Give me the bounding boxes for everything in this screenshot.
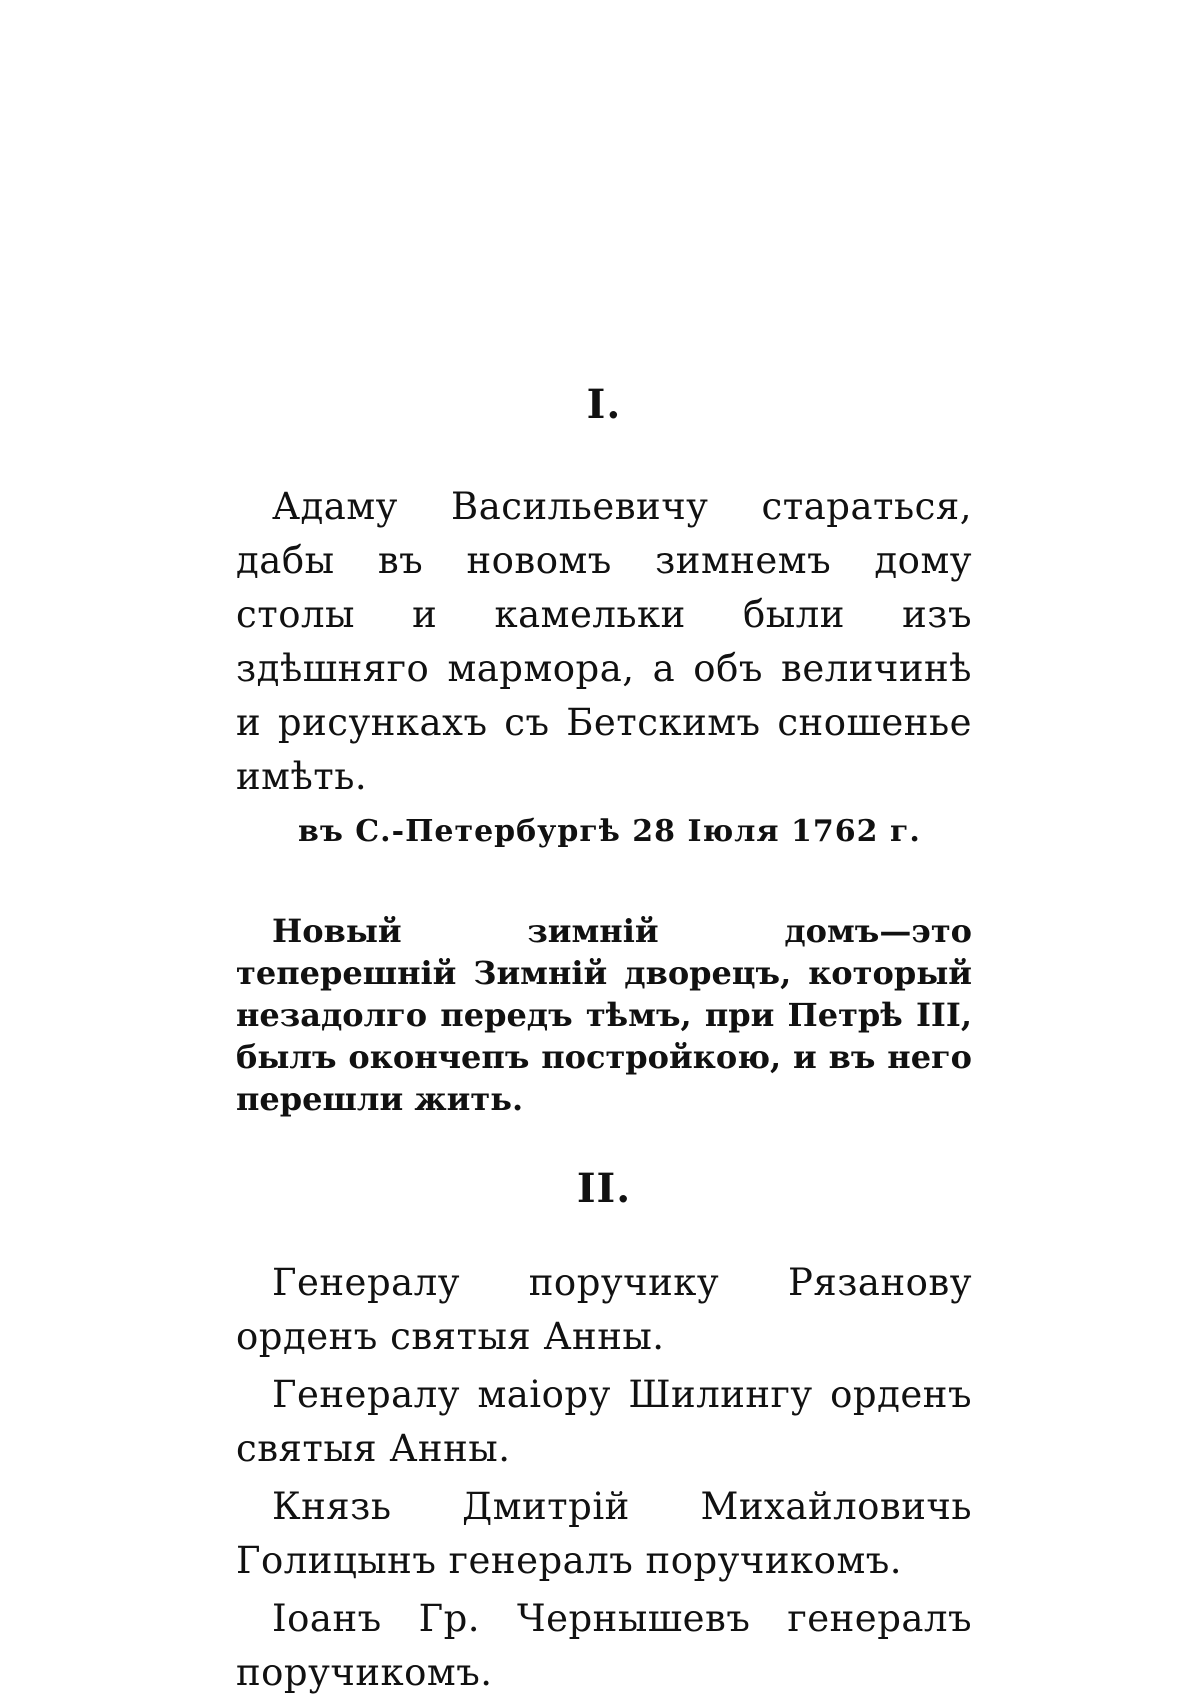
section-1-date: въ С.-Петербургѣ 28 Іюля 1762 г. — [298, 814, 921, 849]
section-1-number: I. — [586, 381, 622, 428]
section-2-number: II. — [576, 1165, 632, 1212]
text-column — [236, 380, 972, 1704]
section-1-note: Новый зимній домъ—это теперешній Зимній дворецъ, который незадолго передъ тѣмъ, при Петрѣ III, былъ окончепъ постройкою, и въ него перешли жить. — [236, 912, 972, 1118]
section-2 — [236, 1164, 972, 1700]
award-item: Генералу поручику Рязанову орденъ святыя Анны. — [236, 1261, 972, 1358]
section-1-order-text: Адаму Васильевичу стараться, дабы въ новомъ зимнемъ дому столы и камельки были изъ здѣшняго мармора, а объ величинѣ и рисункахъ съ Бетскимъ сношенье имѣть. — [236, 485, 972, 798]
section-1 — [236, 380, 972, 1120]
award-item: Іоанъ Гр. Чернышевъ генералъ поручикомъ. — [236, 1597, 972, 1694]
award-item: Генералу маіору Шилингу орденъ святыя Анны. — [236, 1373, 972, 1470]
award-item: Князь Дмитрій Михайловичь Голицынъ генералъ поручикомъ. — [236, 1485, 972, 1582]
